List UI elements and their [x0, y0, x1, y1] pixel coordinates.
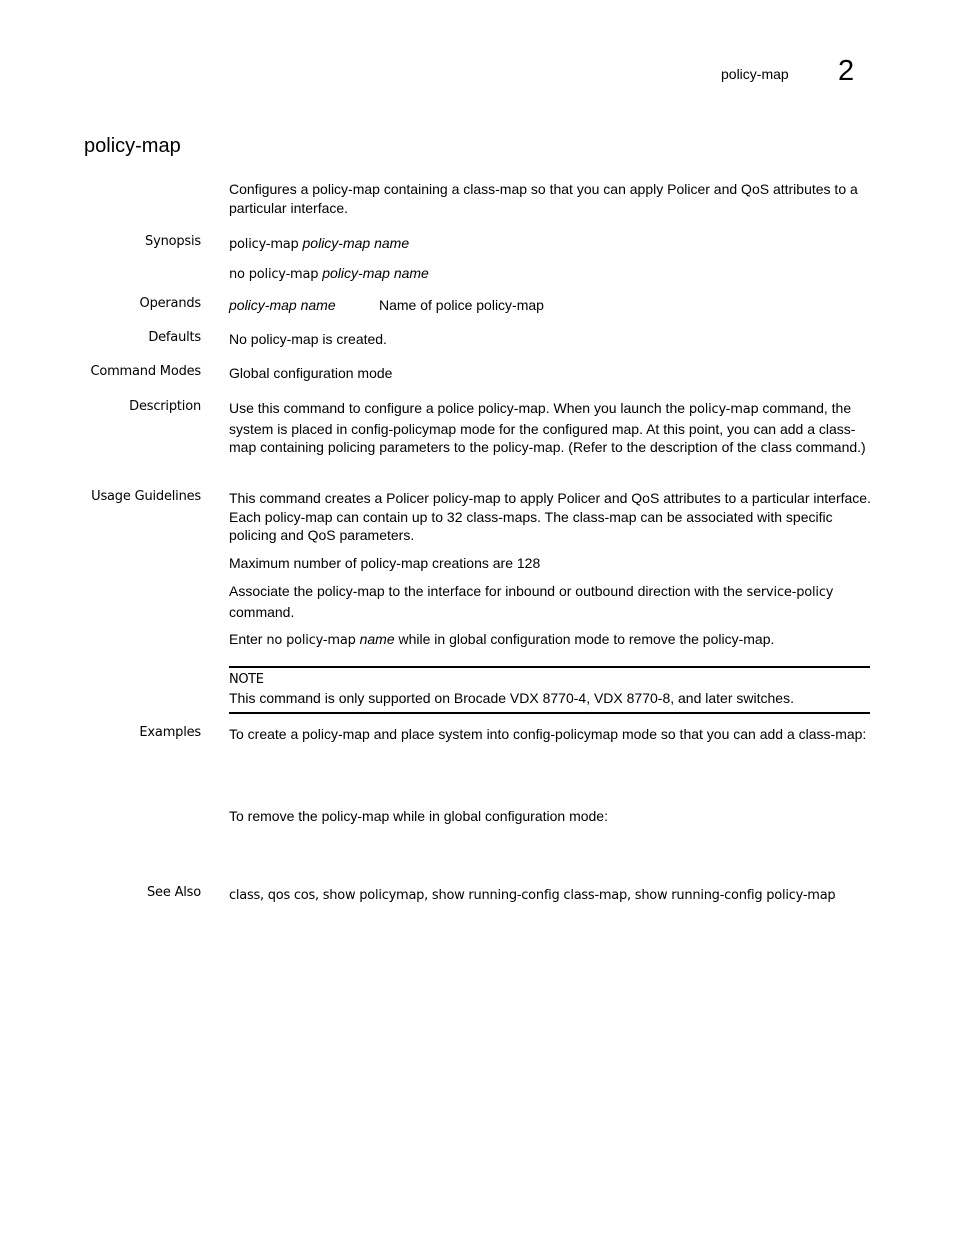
synopsis-line-2 [229, 264, 871, 285]
synopsis-no-command: no policy-map [229, 266, 319, 282]
defaults-label: Defaults [148, 330, 201, 345]
defaults-text: No policy-map is created. [229, 331, 387, 347]
synopsis-argument: policy-map name [302, 235, 410, 251]
usage-p3-text-1: Associate the policy-map to the interface for inbound or outbound direction with the [229, 583, 747, 599]
usage-paragraph-3 [229, 582, 871, 621]
synopsis-no-argument: policy-map name [322, 264, 429, 281]
usage-guidelines-body [229, 489, 871, 714]
usage-paragraph-4 [229, 630, 871, 651]
synopsis-label: Synopsis [145, 234, 201, 249]
operand-name: policy-map name [229, 297, 336, 313]
command-modes-label: Command Modes [90, 364, 201, 379]
see-also-links[interactable]: class, qos cos, show policymap, show running-config class-map, show running-config policy-map [229, 888, 836, 903]
see-also-body [229, 885, 871, 906]
description-text-3: command.) [791, 439, 866, 455]
description-keyword-policy-map: policy-map [688, 402, 759, 417]
note-box [229, 666, 870, 714]
operands-body [229, 296, 871, 315]
intro-paragraph: Configures a policy-map containing a class-map so that you can apply Policer and QoS attributes to a particular interface. [229, 181, 858, 216]
page-title: policy-map [84, 135, 181, 157]
note-text: This command is only supported on Brocade VDX 8770-4, VDX 8770-8, and later switches. [229, 690, 794, 706]
operands-label: Operands [139, 296, 201, 311]
synopsis-body [229, 234, 871, 284]
command-modes-text: Global configuration mode [229, 365, 393, 381]
usage-p4-text-2: while in global configuration mode to remove the policy-map. [394, 631, 775, 647]
synopsis-command: policy-map [229, 237, 299, 252]
usage-keyword-service-policy: service-policy [746, 585, 834, 600]
operand-description: Name of police policy-map [379, 297, 544, 313]
description-label: Description [129, 399, 201, 414]
description-paragraph [229, 399, 871, 459]
examples-paragraph-1: To create a policy-map and place system into config-policymap mode so that you can add a class-map: [229, 726, 867, 742]
usage-p3-text-2: command. [229, 603, 295, 620]
description-text-1: Use this command to configure a police policy-map. When you launch the [229, 400, 689, 416]
usage-paragraph-2: Maximum number of policy-map creations are 128 [229, 554, 541, 571]
description-body [229, 399, 871, 459]
note-heading: NOTE [229, 671, 264, 687]
header-section-title: policy-map [721, 66, 789, 82]
usage-p4-text-1: Enter [229, 631, 267, 647]
examples-label: Examples [139, 725, 201, 740]
usage-guidelines-label: Usage Guidelines [91, 489, 201, 504]
examples-body [229, 725, 871, 825]
description-text-2: command, the system is placed in config-policymap mode for the configured map. At this point, you can add a class-map containing policing parameters to the policy-map. (Refer to the description of the [229, 400, 856, 455]
usage-paragraph-1: This command creates a Policer policy-map to apply Policer and QoS attributes to a particular interface. Each policy-map can contain up to 32 class-maps. The class-map can be associated with specific policing and QoS parameters. [229, 490, 871, 543]
examples-paragraph-2: To remove the policy-map while in global configuration mode: [229, 807, 608, 824]
description-keyword-class: class [760, 441, 792, 456]
see-also-label: See Also [146, 885, 201, 900]
usage-argument-name: name [359, 631, 395, 647]
usage-keyword-no-policy-map: no policy-map [266, 633, 356, 648]
synopsis-line-1 [229, 234, 871, 255]
header-chapter-number: 2 [838, 55, 855, 87]
